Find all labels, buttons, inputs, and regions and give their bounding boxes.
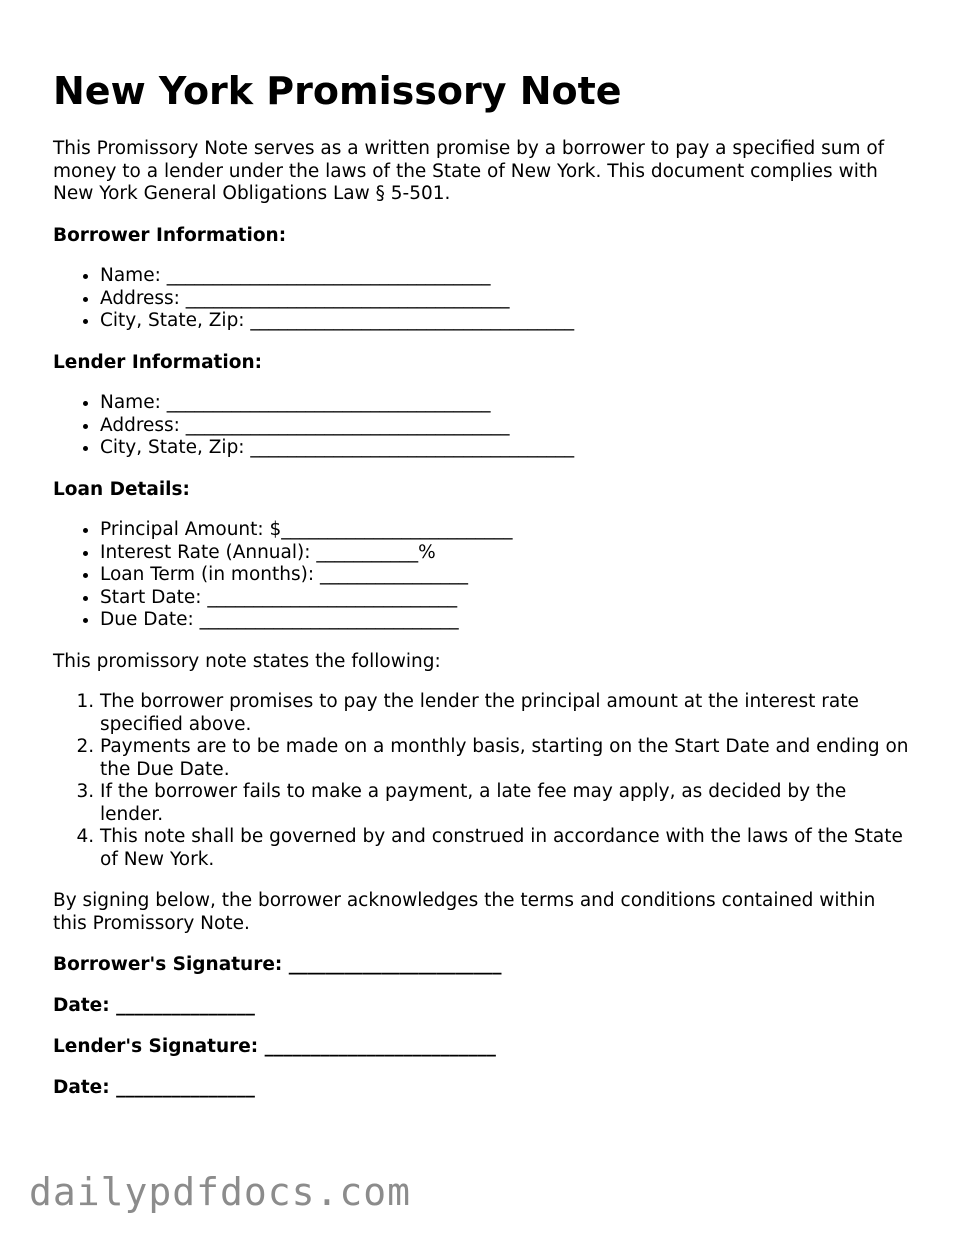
lender-info-list xyxy=(53,392,913,460)
term-item: 4. This note shall be governed by and construed in accordance with the laws of the State of New York. xyxy=(100,826,913,871)
document-title: New York Promissory Note xyxy=(53,69,622,113)
borrower-city-state-zip-field[interactable]: • City, State, Zip: ___________________________________ xyxy=(100,310,913,333)
due-date-field[interactable]: • Due Date: ____________________________ xyxy=(100,609,913,632)
borrower-info-list xyxy=(53,265,913,333)
document-page xyxy=(53,66,913,1099)
statement-intro: This promissory note states the following: xyxy=(53,650,441,672)
lender-date-line[interactable]: Date: _______________ xyxy=(53,1076,255,1098)
lender-signature-line[interactable]: Lender's Signature: _________________________ xyxy=(53,1035,496,1057)
start-date-field[interactable]: • Start Date: ___________________________ xyxy=(100,587,913,610)
lender-city-state-zip-field[interactable]: • City, State, Zip: ___________________________________ xyxy=(100,437,913,460)
watermark-logo: dailypdfdocs.com xyxy=(29,1170,412,1214)
acknowledgement-paragraph: By signing below, the borrower acknowledges the terms and conditions contained within this Promissory Note. xyxy=(53,890,876,934)
borrower-name-field[interactable]: • Name: ___________________________________ xyxy=(100,265,913,288)
loan-term-field[interactable]: • Loan Term (in months): ________________ xyxy=(100,564,913,587)
borrower-info-heading: Borrower Information: xyxy=(53,224,287,246)
interest-rate-field[interactable]: • Interest Rate (Annual): ___________% xyxy=(100,542,913,565)
term-item: 2. Payments are to be made on a monthly basis, starting on the Start Date and ending on the Due Date. xyxy=(100,736,913,781)
borrower-signature-line[interactable]: Borrower's Signature: _______________________ xyxy=(53,953,502,975)
lender-info-heading: Lender Information: xyxy=(53,351,263,373)
loan-details-list xyxy=(53,519,913,632)
principal-amount-field[interactable]: • Principal Amount: $_________________________ xyxy=(100,519,913,542)
term-item: 1. The borrower promises to pay the lender the principal amount at the interest rate specified above. xyxy=(100,691,913,736)
lender-name-field[interactable]: • Name: ___________________________________ xyxy=(100,392,913,415)
loan-details-heading: Loan Details: xyxy=(53,478,190,500)
term-item: 3. If the borrower fails to make a payment, a late fee may apply, as decided by the lender. xyxy=(100,781,913,826)
borrower-address-field[interactable]: • Address: ___________________________________ xyxy=(100,288,913,311)
borrower-date-line[interactable]: Date: _______________ xyxy=(53,994,255,1016)
terms-list xyxy=(53,691,913,871)
intro-paragraph: This Promissory Note serves as a written promise by a borrower to pay a specified sum of money to a lender under the laws of the State of New York. This document complies with New York General Obligations Law § 5-501. xyxy=(53,138,885,204)
lender-address-field[interactable]: • Address: ___________________________________ xyxy=(100,415,913,438)
